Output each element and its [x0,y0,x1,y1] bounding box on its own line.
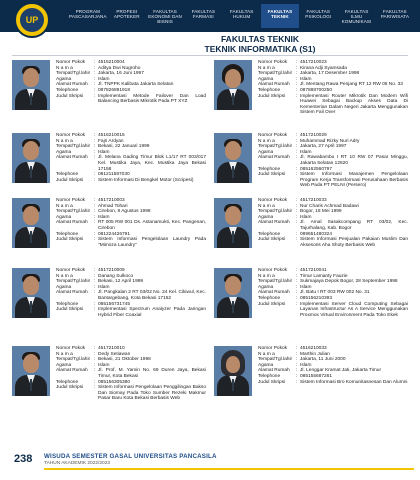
telephone-value: 085156305380 [98,379,131,385]
tempat-tgl-lahir-value: Bekasi, 12 April 1999 [98,279,144,285]
field-separator: : [94,385,96,391]
alamat-rumah-label: Alamat Rumah [56,155,88,161]
graduate-photo [12,133,50,183]
nama-value: Danang Sulkoco [98,273,134,279]
judul-skripsi-row [56,178,206,184]
judul-skripsi-label: Judul Skripsi [258,237,286,243]
nama-label: N a m a [258,138,275,144]
field-separator: : [94,149,96,155]
nomor-pokok-label: Nomor Pokok [258,346,288,351]
nomor-pokok-label: Nomor Pokok [258,60,288,65]
judul-skripsi-row [56,237,206,248]
alamat-rumah-label: Alamat Rumah [258,368,290,374]
nama-label: N a m a [56,351,73,357]
field-separator: : [296,214,298,220]
tempat-tgl-lahir-label: Tempat/Tgl.lahir [56,209,91,215]
nama-label: N a m a [258,65,275,71]
tempat-tgl-lahir-value: Bogor, 15 Mei 1999 [300,209,342,215]
alamat-rumah-label: Alamat Rumah [258,82,290,88]
field-separator: : [94,362,96,368]
agama-value: Islam [98,149,110,155]
nama-label: N a m a [56,138,73,144]
field-separator: : [296,290,298,296]
alamat-rumah-value: Jl. Batu I RT 003 RW 002 No. 31 [300,290,370,296]
telephone-label: Telephone [258,166,281,172]
nama-label: N a m a [258,203,275,209]
nama-value: Kirana Adji Syamsada [300,65,347,71]
alamat-rumah-label: Alamat Rumah [56,82,88,88]
alamat-rumah-row [258,155,408,166]
field-separator: : [296,231,298,237]
tempat-tgl-lahir-label: Tempat/Tgl.lahir [56,144,91,150]
nav-item-ekonomi[interactable]: FAKULTAS EKONOMI DAN BISNIS [148,9,182,25]
judul-skripsi-row [56,307,206,318]
graduate-photo [214,346,252,396]
judul-skripsi-label: Judul Skripsi [56,237,84,243]
graduate-info [56,133,206,183]
telephone-label: Telephone [258,231,281,237]
nomor-pokok-value: 4517210003 [98,198,125,203]
telephone-value: 087888700250 [300,87,333,93]
alamat-rumah-row [56,220,206,231]
nav-item-psikologi[interactable]: FAKULTAS PSIKOLOGI [305,9,332,20]
nama-label: N a m a [258,351,275,357]
nomor-pokok-label: Nomor Pokok [258,268,288,273]
nomor-pokok-label: Nomor Pokok [56,268,86,273]
tempat-tgl-lahir-value: Jakarta, 17 Desember 1998 [300,71,360,77]
field-separator: : [296,65,298,71]
telephone-value: 085162560797 [300,166,333,172]
alamat-rumah-row [258,220,408,231]
field-separator: : [296,60,298,65]
nav-item-pariwisata[interactable]: FAKULTAS PARIWISATA [380,9,409,20]
graduate-photo [214,60,252,110]
field-separator: : [94,268,96,273]
alamat-rumah-value: Jl. Rawabambu I RT 10 RW 07 Pasar Minggu, Jakarta Selatan 12520 [300,155,408,166]
alamat-rumah-value: Jl. Mentang Rawa Penjang RT 12 RW 05 No. 33 [300,82,403,88]
judul-skripsi-row [258,172,408,189]
judul-skripsi-row [258,380,408,386]
agama-label: Agama [258,76,274,82]
field-separator: : [94,214,96,220]
judul-skripsi-row [56,94,206,105]
nav-item-teknik[interactable]: FAKULTAS TEKNIK [261,4,299,28]
alamat-rumah-label: Alamat Rumah [56,220,88,226]
page-number: 238 [14,453,33,465]
nama-value: Dedy Setiawan [98,351,131,357]
nomor-pokok-value: 4516210033 [300,346,327,351]
graduate-info [258,133,408,189]
judul-skripsi-label: Judul Skripsi [56,177,84,183]
nav-item-hukum[interactable]: FAKULTAS HUKUM [229,9,254,20]
field-separator: : [94,155,96,161]
faculty-title: FAKULTAS TEKNIK [220,34,300,44]
field-separator: : [296,379,298,385]
nomor-pokok-label: Nomor Pokok [258,133,288,138]
judul-skripsi-row [258,94,408,116]
field-separator: : [296,133,298,138]
agama-value: Islam [98,284,110,290]
agama-label: Agama [258,284,274,290]
field-separator: : [296,138,298,144]
field-separator: : [94,351,96,357]
field-separator: : [296,279,298,285]
nav-item-farmasi[interactable]: FAKULTAS FARMASI [191,9,216,20]
alamat-rumah-label: Alamat Rumah [258,220,290,226]
judul-skripsi-value: Sistem Informasi Bro Komunitasnesan Dan Alumni [300,379,408,385]
field-separator: : [296,273,298,279]
graduate-photo [214,198,252,248]
field-separator: : [94,65,96,71]
field-separator: : [94,279,96,285]
agama-value: Islam [300,362,312,368]
tempat-tgl-lahir-value: Jakarta, 11 Juni 2000 [300,357,346,363]
judul-skripsi-value: Sistem Informasi Di Bengkel Motor (Scripesi) [98,177,194,183]
graduate-photo [12,346,50,396]
tempat-tgl-lahir-label: Tempat/Tgl.lahir [56,71,91,77]
field-separator: : [94,237,96,243]
alamat-rumah-row [56,290,206,301]
nav-item-komunikasi[interactable]: FAKULTAS ILMU KOMUNIKASI [341,9,372,25]
footer-title: WISUDA SEMESTER GASAL UNIVERSITAS PANCASILA [44,453,217,460]
nama-value: Timur Lamanty Fauzie [300,273,348,279]
telephone-value: 085156210393 [300,295,333,301]
telephone-label: Telephone [258,295,281,301]
field-separator: : [94,346,96,351]
agama-value: Islam [98,362,110,368]
footer-accent-bar [44,468,414,470]
nomor-pokok-value: 4517210041 [300,268,327,273]
graduate-photo [214,133,252,183]
field-separator: : [296,373,298,379]
graduate-info [56,346,206,402]
agama-value: Islam [300,149,312,155]
telephone-label: Telephone [258,87,281,93]
field-separator: : [296,351,298,357]
nama-value: Ahmad Tohari [98,203,128,209]
telephone-label: Telephone [258,373,281,379]
field-separator: : [94,209,96,215]
field-separator: : [94,76,96,82]
alamat-rumah-label: Alamat Rumah [258,290,290,296]
nomor-pokok-value: 4517210009 [98,268,125,273]
alamat-rumah-row [56,155,206,172]
nomor-pokok-label: Nomor Pokok [258,198,288,203]
graduate-photo [214,268,252,318]
agama-label: Agama [56,362,72,368]
field-separator: : [296,284,298,290]
program-title: TEKNIK INFORMATIKA (S1) [204,44,316,54]
field-separator: : [94,379,96,385]
judul-skripsi-value: Implementasi Metode Failover Dan Load Balancing Berbasis Mikrotik Pada PT XYZ [98,93,206,105]
judul-skripsi-value: Sistem Informasi Manajemen Pengelolaan Program Kerja Transformasi Perusahaan Berbasis Web Pada PT PELNI (Persero) [300,172,408,189]
field-separator: : [94,82,96,88]
judul-skripsi-value: Sistem Informasi Pengelolaan Penggilingan Bakso Dan Siomay Pada Toko Sumber Rezeki Makmur Pasar Baru Kota Bekasi Berbasis Web [98,385,206,402]
field-separator: : [94,231,96,237]
telephone-label: Telephone [56,87,79,93]
agama-label: Agama [56,76,72,82]
nama-value: Muhammad Rizky Nuri Adry [300,138,360,144]
nomor-pokok-value: 4515210004 [98,60,125,65]
field-separator: : [296,237,298,243]
graduate-photo [12,268,50,318]
nomor-pokok-value: 4517210010 [98,346,125,351]
field-separator: : [94,172,96,178]
agama-value: Islam [300,214,312,220]
agama-label: Agama [258,362,274,368]
nomor-pokok-label: Nomor Pokok [56,133,86,138]
graduate-info [56,60,206,105]
tempat-tgl-lahir-label: Tempat/Tgl.lahir [56,357,91,363]
judul-skripsi-value: Implementasi Spectrum Analyzer Pada Jaringan Hybrid Fiber Coaxial [98,307,206,318]
tempat-tgl-lahir-label: Tempat/Tgl.lahir [258,209,293,215]
telephone-value: 085155687261 [300,373,333,379]
alamat-rumah-label: Alamat Rumah [56,290,88,296]
agama-label: Agama [258,149,274,155]
agama-label: Agama [56,149,72,155]
nama-label: N a m a [56,65,73,71]
tempat-tgl-lahir-value: Cirebon, 8 Agustus 1998 [98,209,151,215]
telephone-label: Telephone [56,301,79,307]
field-separator: : [296,71,298,77]
judul-skripsi-row [258,237,408,248]
tempat-tgl-lahir-label: Tempat/Tgl.lahir [258,357,293,363]
tempat-tgl-lahir-value: Jakarta, 27 April 1997 [300,144,347,150]
tempat-tgl-lahir-label: Tempat/Tgl.lahir [56,279,91,285]
field-separator: : [94,220,96,226]
faculty-nav [68,4,414,28]
field-separator: : [94,138,96,144]
field-separator: : [94,357,96,363]
judul-skripsi-label: Judul Skripsi [56,93,84,99]
field-separator: : [296,301,298,307]
telephone-value: 081211587030 [98,172,130,178]
field-separator: : [296,220,298,226]
field-separator: : [296,144,298,150]
graduate-info [258,268,408,318]
graduate-info [56,198,206,248]
footer-subtitle: TAHUN AKADEMIK 2022/2023 [44,461,111,466]
field-separator: : [296,203,298,209]
university-logo [14,2,50,38]
judul-skripsi-label: Judul Skripsi [56,385,84,391]
field-separator: : [94,273,96,279]
judul-skripsi-value: Implementasi Router Mikrotik Dan Modem Wifi Huawei Sebagai Backup Akses Data Di Kementerian Dalam Negeri Jakarta Menggunakan Sistem Fail Over [300,93,408,116]
judul-skripsi-row [258,302,408,319]
telephone-value: 089651480324 [300,231,333,237]
tempat-tgl-lahir-value: Bekasi, 22 Januari 1999 [98,144,150,150]
nomor-pokok-label: Nomor Pokok [56,346,86,351]
field-separator: : [296,295,298,301]
judul-skripsi-label: Judul Skripsi [258,379,286,385]
nav-item-apoteker[interactable]: PROFESI APOTEKER [113,9,140,20]
telephone-value: 081224426791 [98,231,131,237]
nomor-pokok-value: 4517210033 [300,198,327,203]
judul-skripsi-value: Implementasi Server Cloud Computing Sebagai Layanan Infrastructur As A Service Menggunakan Proxmox Virtual Environment Pada Toko Ekek [300,301,408,318]
alamat-rumah-value: RT 005 RW 001 Ds. Astanamukti, Kec. Pangenan, Cirebon [98,220,206,231]
tempat-tgl-lahir-value: Jakarta, 16 Juni 1997 [98,71,144,77]
tempat-tgl-lahir-label: Tempat/Tgl.lahir [258,144,293,150]
nama-value: Aditya Dwi Nugroho [98,65,141,71]
graduate-info [56,268,206,318]
judul-skripsi-label: Judul Skripsi [258,301,286,307]
field-separator: : [296,76,298,82]
agama-label: Agama [56,284,72,290]
telephone-label: Telephone [56,379,79,385]
nav-item-pascasarjana[interactable]: PROGRAM PASCASARJANA [69,9,107,20]
field-separator: : [296,362,298,368]
agama-value: Islam [300,284,312,290]
nama-value: Marthin Julian [300,351,330,357]
telephone-value: 087826891918 [98,87,131,93]
alamat-rumah-label: Alamat Rumah [56,368,88,374]
field-separator: : [94,368,96,374]
telephone-label: Telephone [56,231,79,237]
nomor-pokok-label: Nomor Pokok [56,198,86,203]
graduate-info [258,346,408,385]
field-separator: : [296,87,298,93]
field-separator: : [296,346,298,351]
field-separator: : [94,133,96,138]
field-separator: : [94,93,96,99]
tempat-tgl-lahir-label: Tempat/Tgl.lahir [258,279,293,285]
tempat-tgl-lahir-value: Sukmajaya Depok Bogor, 28 September 1998 [300,279,398,285]
alamat-rumah-value: Jl. Melana Gading Timur Blok L1/17 RT 003/017 Kel. Mustika Jaya, Kec. Mustika Jaya Bekasi 17158 [98,155,206,172]
alamat-rumah-value: Jl. Prof. M. Yamin No. 69 Duren Jaya, Bekasi Timur, Kota Bekasi [98,368,206,379]
field-separator: : [94,290,96,296]
field-separator: : [94,60,96,65]
field-separator: : [296,166,298,172]
field-separator: : [94,307,96,313]
nomor-pokok-value: 4516210015 [98,133,125,138]
judul-skripsi-row [56,385,206,402]
nomor-pokok-value: 4517210023 [300,60,327,65]
field-separator: : [296,93,298,99]
alamat-rumah-row [56,368,206,379]
graduate-info [258,60,408,116]
tempat-tgl-lahir-label: Tempat/Tgl.lahir [258,71,293,77]
title-divider [12,55,408,56]
nama-label: N a m a [56,203,73,209]
field-separator: : [94,87,96,93]
graduate-photo [12,198,50,248]
page-title [150,34,370,54]
judul-skripsi-label: Judul Skripsi [258,172,286,178]
field-separator: : [296,357,298,363]
judul-skripsi-value: Sistem Informasi Penjualan Pakaian Muslim Dan Aksesoris Aha Shoty Berbasis Web [300,237,408,248]
field-separator: : [296,155,298,161]
alamat-rumah-value: Jl. Amal Sasakcompang RT 03/02, Kec. Tajurhalang, Kab. Bogor [300,220,408,231]
judul-skripsi-value: Sistem Informasi Pengelolaan Laundry Pada "Mimoza Laundry" [98,237,206,248]
field-separator: : [296,198,298,203]
alamat-rumah-value: Jl. TNPPK Kalibata Jakarta Selatan [98,82,174,88]
field-separator: : [94,71,96,77]
nama-value: Fajri Ardyan [98,138,124,144]
alamat-rumah-label: Alamat Rumah [258,155,290,161]
field-separator: : [94,198,96,203]
nomor-pokok-label: Nomor Pokok [56,60,86,65]
judul-skripsi-label: Judul Skripsi [56,307,84,313]
graduate-photo [12,60,50,110]
field-separator: : [94,144,96,150]
agama-label: Agama [258,214,274,220]
tempat-tgl-lahir-value: Bekasi, 21 Oktober 1998 [98,357,151,363]
nomor-pokok-value: 4517210029 [300,133,327,138]
field-separator: : [296,82,298,88]
agama-value: Islam [98,76,110,82]
field-separator: : [94,177,96,183]
field-separator: : [296,268,298,273]
field-separator: : [296,172,298,178]
field-separator: : [94,284,96,290]
alamat-rumah-value: Jl. Pangkalan 2 RT 03/02 No. 24 Kel. Cikiwul, Kec. Bantargebang, Kota Bekasi 17152 [98,290,206,301]
nama-label: N a m a [56,273,73,279]
field-separator: : [296,368,298,374]
field-separator: : [296,149,298,155]
nama-label: N a m a [258,273,275,279]
telephone-value: 085156731745 [98,301,131,307]
graduate-info [258,198,408,248]
agama-value: Islam [98,214,110,220]
nama-value: Nur Charis Achmad Badawi [300,203,359,209]
field-separator: : [94,203,96,209]
judul-skripsi-label: Judul Skripsi [258,93,286,99]
field-separator: : [94,301,96,307]
agama-value: Islam [300,76,312,82]
alamat-rumah-value: Jl. Lenggar Kramat Jati, Jakarta Timur [300,368,382,374]
field-separator: : [296,209,298,215]
telephone-label: Telephone [56,172,79,178]
logo-emblem: UP [19,7,45,33]
agama-label: Agama [56,214,72,220]
